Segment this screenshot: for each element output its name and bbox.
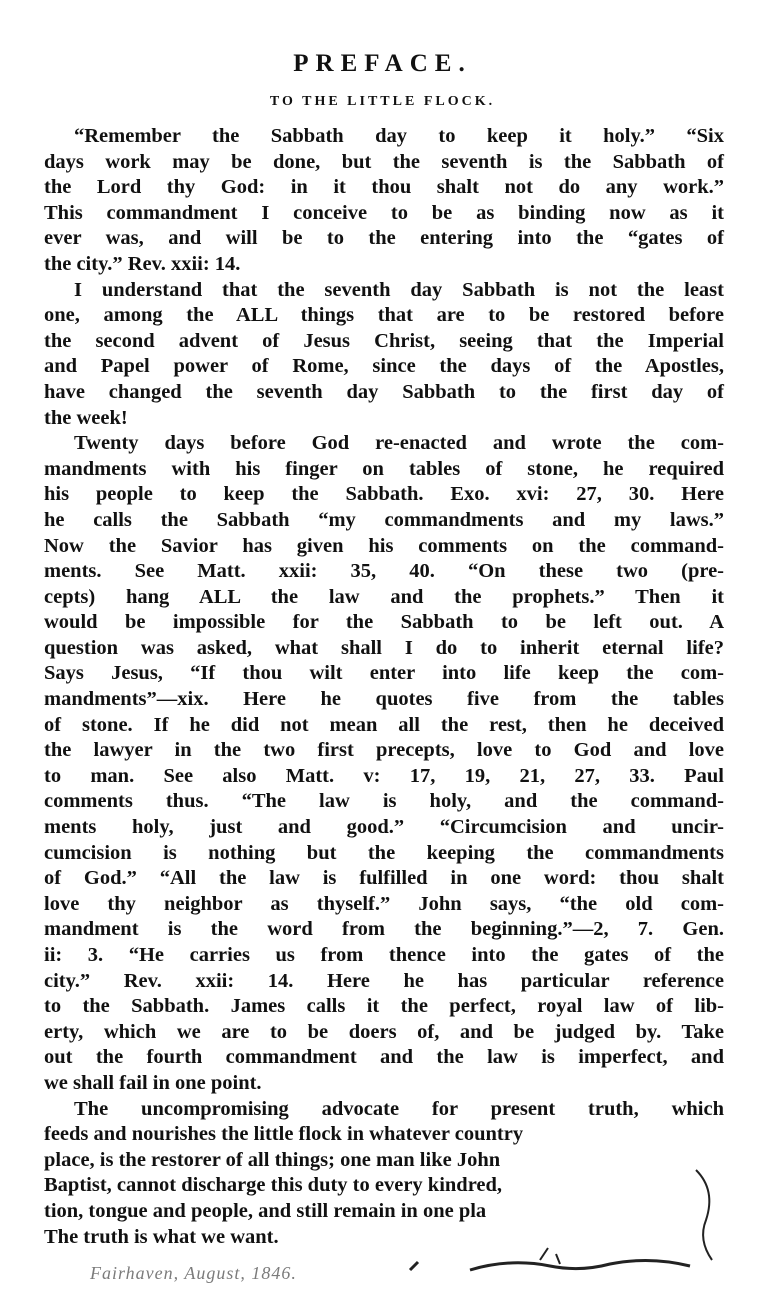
text-line: “Remember the Sabbath day to keep it holy.” “Six — [74, 125, 724, 147]
page-title: PREFACE. — [293, 50, 472, 77]
text-line: mandments with his finger on tables of stone, he required — [44, 457, 724, 480]
text-line: I understand that the seventh day Sabbath is not the least — [74, 278, 724, 301]
text-line: to the Sabbath. James calls it the perfect, royal law of lib- — [44, 995, 724, 1018]
text-line: place, is the restorer of all things; one man like John — [44, 1148, 501, 1171]
text-line: The truth is what we want. — [44, 1225, 279, 1248]
text-line: ments. See Matt. xxii: 35, 40. “On these two (pre- — [44, 560, 724, 583]
text-line: mandment is the word from the beginning.”—2, 7. Gen. — [44, 918, 724, 941]
text-line: of stone. If he did not mean all the rest, then he deceived — [44, 713, 724, 736]
text-line: Baptist, cannot discharge this duty to every kindred, — [44, 1174, 503, 1197]
body-text — [44, 124, 724, 1250]
text-line: the city.” Rev. xxii: 14. — [44, 252, 241, 275]
text-line: out the fourth commandment and the law is imperfect, and — [44, 1046, 724, 1069]
text-line: ii: 3. “He carries us from thence into the gates of the — [44, 944, 724, 966]
text-line: tion, tongue and people, and still remain in one pla — [44, 1199, 487, 1222]
text-line: the lawyer in the two first precepts, love to God and love — [44, 739, 724, 762]
text-line: This commandment I conceive to be as binding now as it — [44, 201, 724, 224]
text-line: The uncompromising advocate for present truth, which — [74, 1097, 724, 1120]
text-line: cumcision is nothing but the keeping the commandments — [44, 841, 724, 864]
page-subtitle: TO THE LITTLE FLOCK. — [269, 94, 496, 109]
text-line: love thy neighbor as thyself.” John says, “the old com- — [44, 892, 724, 915]
text-line: mandments”—xix. Here he quotes five from the tables — [44, 688, 724, 711]
signature-scrawl — [400, 1240, 700, 1280]
text-line: the Lord thy God: in it thou shalt not do any work.” — [44, 176, 724, 199]
dateline: Fairhaven, August, 1846. — [90, 1263, 297, 1283]
text-line: would be impossible for the Sabbath to be left out. A — [44, 611, 724, 634]
text-line: erty, which we are to be doers of, and be judged by. Take — [44, 1020, 724, 1043]
text-line: we shall fail in one point. — [44, 1071, 262, 1094]
margin-bracket-mark — [686, 1160, 726, 1290]
text-line: of God.” “All the law is fulfilled in one word: thou shalt — [44, 867, 724, 890]
text-line: one, among the ALL things that are to be restored before — [44, 304, 724, 327]
text-line: his people to keep the Sabbath. Exo. xvi: 27, 30. Here — [44, 483, 724, 506]
text-line: and Papel power of Rome, since the days of the Apostles, — [44, 355, 724, 378]
text-line: ments holy, just and good.” “Circumcision and uncir- — [44, 816, 724, 839]
text-line: the week! — [44, 406, 128, 429]
text-line: Now the Savior has given his comments on the command- — [44, 534, 724, 557]
text-line: cepts) hang ALL the law and the prophets.” Then it — [44, 585, 724, 608]
text-line: the second advent of Jesus Christ, seeing that the Imperial — [44, 329, 724, 352]
text-line: question was asked, what shall I do to inherit eternal life? — [44, 636, 724, 659]
text-line: have changed the seventh day Sabbath to the first day of — [44, 380, 724, 403]
text-line: city.” Rev. xxii: 14. Here he has particular reference — [44, 969, 724, 992]
text-line: comments thus. “The law is holy, and the command- — [44, 790, 724, 813]
text-line: ever was, and will be to the entering into the “gates of — [44, 227, 724, 250]
text-line: feeds and nourishes the little flock in whatever country — [44, 1123, 524, 1146]
text-line: to man. See also Matt. v: 17, 19, 21, 27, 33. Paul — [44, 764, 724, 787]
text-line: he calls the Sabbath “my commandments and my laws.” — [44, 508, 724, 531]
text-line: Twenty days before God re-enacted and wrote the com- — [74, 432, 724, 455]
text-line: Says Jesus, “If thou wilt enter into life keep the com- — [44, 662, 724, 685]
text-line: days work may be done, but the seventh is the Sabbath of — [44, 150, 724, 173]
